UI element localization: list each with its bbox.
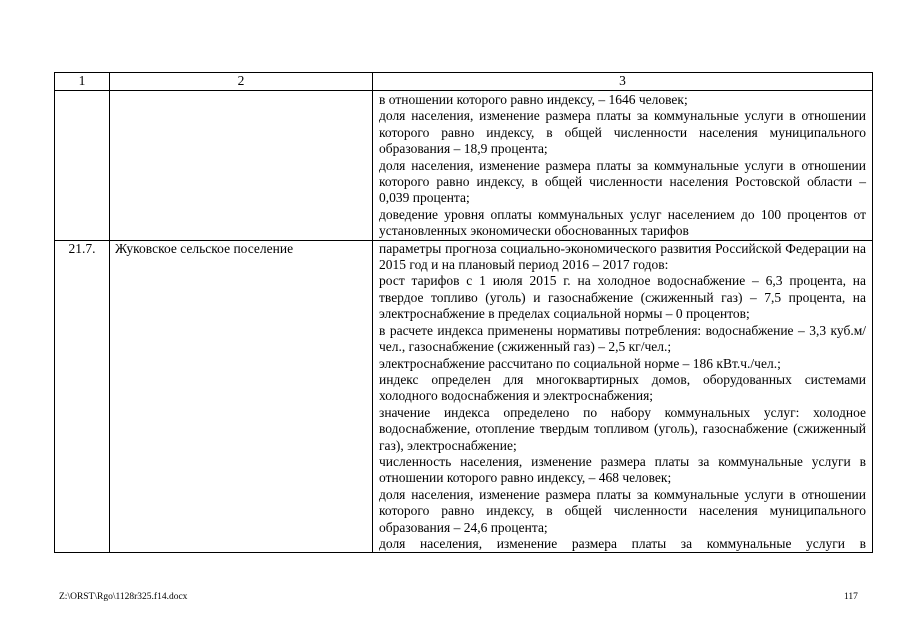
header-cell-3: 3 (373, 73, 873, 91)
page-number: 117 (844, 592, 858, 602)
row-number (55, 91, 110, 241)
row-name: Жуковское сельское поселение (110, 240, 373, 553)
paragraph: параметры прогноза социально-экономического развития Российской Федерации на 2015 год и на плановый период 2016 – 2017 годов: (379, 240, 866, 273)
paragraph: доля населения, изменение размера платы за коммунальные услуги в отношении которого равно индексу, в общей численности населения муниципального образования – 18,9 процента; (379, 108, 866, 157)
table-row (55, 240, 873, 553)
paragraph: доля населения, изменение размера платы за коммунальные услуги в отношении которого равно индексу, в общей численности населения муниципального образования – 24,6 процента; (379, 486, 866, 535)
row-name (110, 91, 373, 241)
table-row (55, 91, 873, 241)
table-header-row (55, 73, 873, 91)
row-number: 21.7. (55, 240, 110, 553)
paragraph: индекс определен для многоквартирных домов, оборудованных системами холодного водоснабжения и электроснабжения; (379, 371, 866, 404)
paragraph: в отношении которого равно индексу, – 1646 человек; (379, 92, 688, 107)
paragraph: доля населения, изменение размера платы за коммунальные услуги в отношении которого равно индексу, в общей численности населения Ростовской области – 0,039 процента; (379, 157, 866, 206)
row-content (373, 240, 873, 553)
row-content (373, 91, 873, 241)
paragraph: электроснабжение рассчитано по социальной норме – 186 кВт.ч./чел.; (379, 355, 781, 371)
header-cell-1: 1 (55, 73, 110, 91)
paragraph: численность населения, изменение размера платы за коммунальные услуги в отношении которого равно индексу, – 468 человек; (379, 453, 866, 486)
paragraph: значение индекса определено по набору коммунальных услуг: холодное водоснабжение, отопление твердым топливом (уголь), газоснабжение (сжиженный газ), электроснабжение; (379, 404, 866, 453)
paragraph: доля населения, изменение размера платы за коммунальные услуги в (379, 535, 866, 551)
document-table (54, 72, 873, 553)
footer-file-path: Z:\ORST\Rgo\1128r325.f14.docx (59, 592, 188, 602)
paragraph: в расчете индекса применены нормативы потребления: водоснабжение – 3,3 куб.м/чел., газоснабжение (сжиженный газ) – 2,5 кг/чел.; (379, 322, 866, 355)
header-cell-2: 2 (110, 73, 373, 91)
paragraph: доведение уровня оплаты коммунальных услуг населением до 100 процентов от установленных экономически обоснованных тарифов (379, 206, 866, 239)
paragraph: рост тарифов с 1 июля 2015 г. на холодное водоснабжение – 6,3 процента, на твердое топливо (уголь) и газоснабжение (сжиженный газ) – 7,5 процента, на электроснабжение в пределах социальной нормы – 0 процентов; (379, 273, 866, 322)
